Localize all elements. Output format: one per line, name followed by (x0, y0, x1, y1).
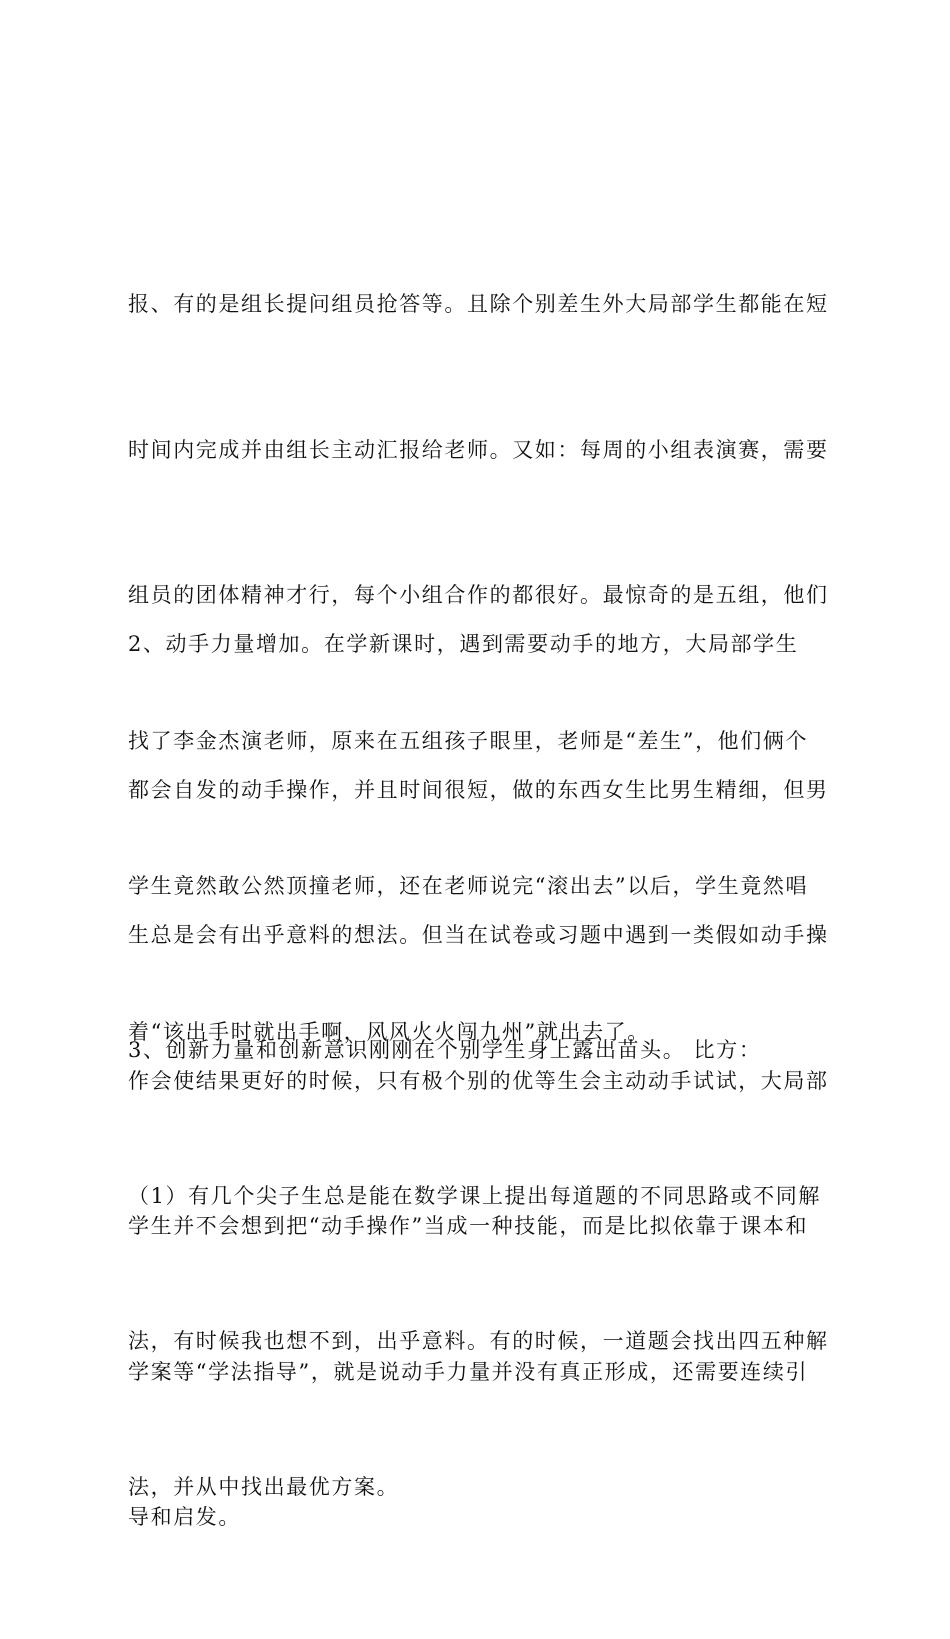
paragraph-3 (128, 929, 828, 1608)
text-line: 报、有的是组长提问组员抢答等。且除个别差生外大局部学生都能在短 (128, 292, 829, 316)
text-line: 都会自发的动手操作，并且时间很短，做的东西女生比男生精细，但男 (128, 777, 829, 802)
text-line: 生总是会有出乎意料的想法。但当在试卷或习题中遇到一类假如动手操 (128, 923, 829, 947)
text-line: 法，并从中找出最优方案。 (128, 1474, 400, 1499)
text-line: 法，有时候我也想不到，出乎意料。有的时候，一道题会找出四五种解 (128, 1329, 829, 1353)
text-line: 3、创新力量和创新意识刚刚在个别学生身上露出苗头。 比方： (128, 1038, 762, 1062)
text-line: 2、动手力量增加。在学新课时，遇到需要动手的地方，大局部学生 (128, 632, 799, 656)
text-line: 学案等“学法指导”，就是说动手力量并没有真正形成，还需要连续引 (128, 1359, 809, 1384)
text-line: 着“该出手时就出手啊，风风火火闯九州”就出去了。 (128, 1019, 650, 1044)
text-line: 作会使结果更好的时候，只有极个别的优等生会主动动手试试，大局部 (128, 1068, 829, 1093)
text-line: （1）有几个尖子生总是能在数学课上提出每道题的不同思路或不同解 (128, 1183, 821, 1208)
text-line: 组员的团体精神才行，每个小组合作的都很好。最惊奇的是五组，他们 (128, 583, 829, 607)
text-line: 导和启发。 (128, 1505, 241, 1529)
text-line: 找了李金杰演老师，原来在五组孩子眼里，老师是“差生”，他们俩个 (128, 728, 809, 753)
text-line: 时间内完成并由组长主动汇报给老师。又如：每周的小组表演赛，需要 (128, 437, 829, 462)
text-line: 学生竟然敢公然顶撞老师，还在老师说完“滚出去”以后，学生竟然唱 (128, 874, 809, 898)
text-line: 学生并不会想到把“动手操作”当成一种技能，而是比拟依靠于课本和 (128, 1214, 809, 1238)
